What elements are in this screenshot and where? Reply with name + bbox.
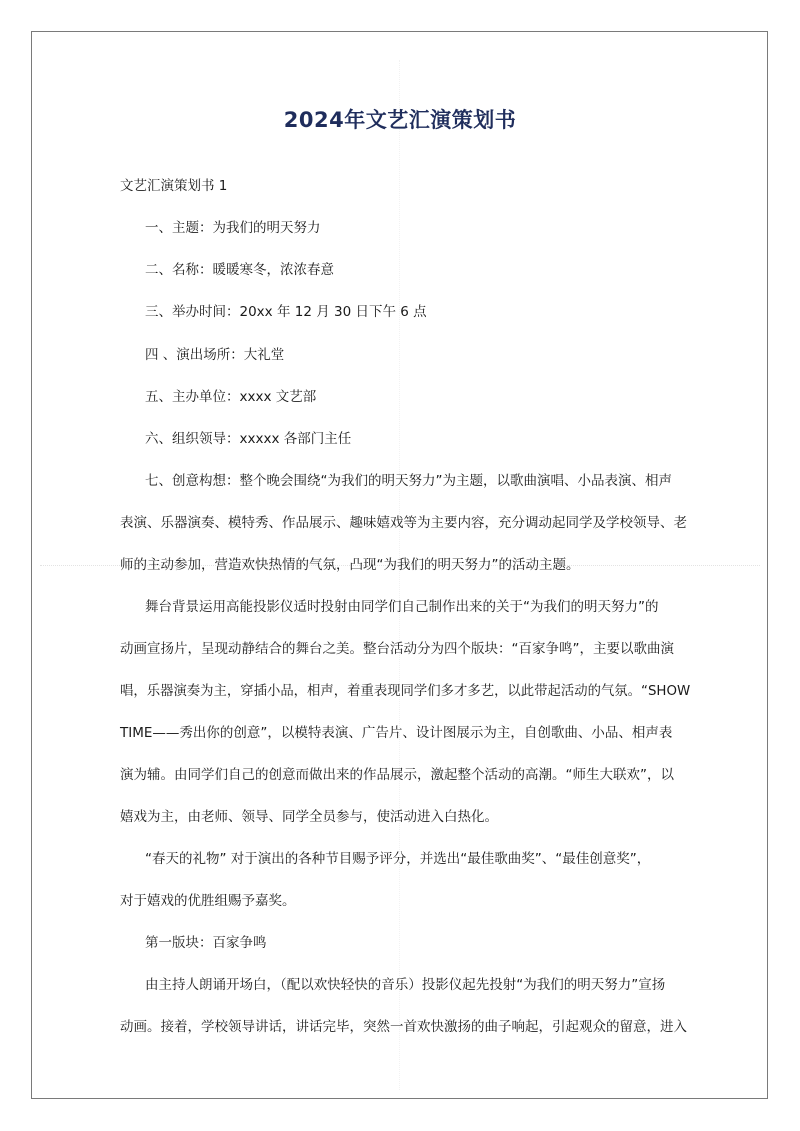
paragraph-line: 一、主题：为我们的明天努力 xyxy=(145,220,321,236)
paragraph-line: 五、主办单位：xxxx 文艺部 xyxy=(145,389,317,405)
paragraph-line: 三、举办时间：20xx 年 12 月 30 日下午 6 点 xyxy=(145,304,427,320)
paragraph-line: 四 、演出场所：大礼堂 xyxy=(145,347,285,363)
paragraph-line: 表演、乐器演奏、模特秀、作品展示、趣味嬉戏等为主要内容，充分调动起同学及学校领导、老 xyxy=(120,515,687,531)
paragraph-line: 嬉戏为主，由老师、领导、同学全员参与，使活动进入白热化。 xyxy=(120,809,498,825)
subsection-heading: 第一版块：百家争鸣 xyxy=(145,935,267,951)
section-heading: 文艺汇演策划书 1 xyxy=(120,178,228,194)
paragraph-line: 师的主动参加，营造欢快热情的气氛，凸现“为我们的明天努力”的活动主题。 xyxy=(120,557,580,573)
paragraph-line: 二、名称：暖暖寒冬，浓浓春意 xyxy=(145,262,334,278)
paragraph-line: 对于嬉戏的优胜组赐予嘉奖。 xyxy=(120,893,296,909)
center-guide xyxy=(399,60,400,1090)
paragraph-line: TIME——秀出你的创意”，以模特表演、广告片、设计图展示为主，自创歌曲、小品、相声表 xyxy=(120,725,673,741)
paragraph-line: 动画宣扬片，呈现动静结合的舞台之美。整台活动分为四个版块：“百家争鸣”，主要以歌曲演 xyxy=(120,641,674,657)
paragraph-line: 舞台背景运用高能投影仪适时投射由同学们自己制作出来的关于“为我们的明天努力”的 xyxy=(145,599,659,615)
paragraph-line: 唱，乐器演奏为主，穿插小品，相声，着重表现同学们多才多艺，以此带起活动的气氛。“SHOW xyxy=(120,683,691,699)
paragraph-line: “春天的礼物” 对于演出的各种节目赐予评分，并选出“最佳歌曲奖”、“最佳创意奖”， xyxy=(145,851,651,867)
paragraph-line: 演为辅。由同学们自己的创意而做出来的作品展示，激起整个活动的高潮。“师生大联欢”，以 xyxy=(120,767,674,783)
paragraph-line: 由主持人朗诵开场白，（配以欢快轻快的音乐）投影仪起先投射“为我们的明天努力”宣扬 xyxy=(145,977,666,993)
document-title: 2024年文艺汇演策划书 xyxy=(283,108,517,132)
paragraph-line: 六、组织领导：xxxxx 各部门主任 xyxy=(145,431,352,447)
paragraph-line: 七、创意构想：整个晚会围绕“为我们的明天努力”为主题，以歌曲演唱、小品表演、相声 xyxy=(145,473,672,489)
paragraph-line: 动画。接着，学校领导讲话，讲话完毕，突然一首欢快激扬的曲子响起，引起观众的留意，进入 xyxy=(120,1019,687,1035)
